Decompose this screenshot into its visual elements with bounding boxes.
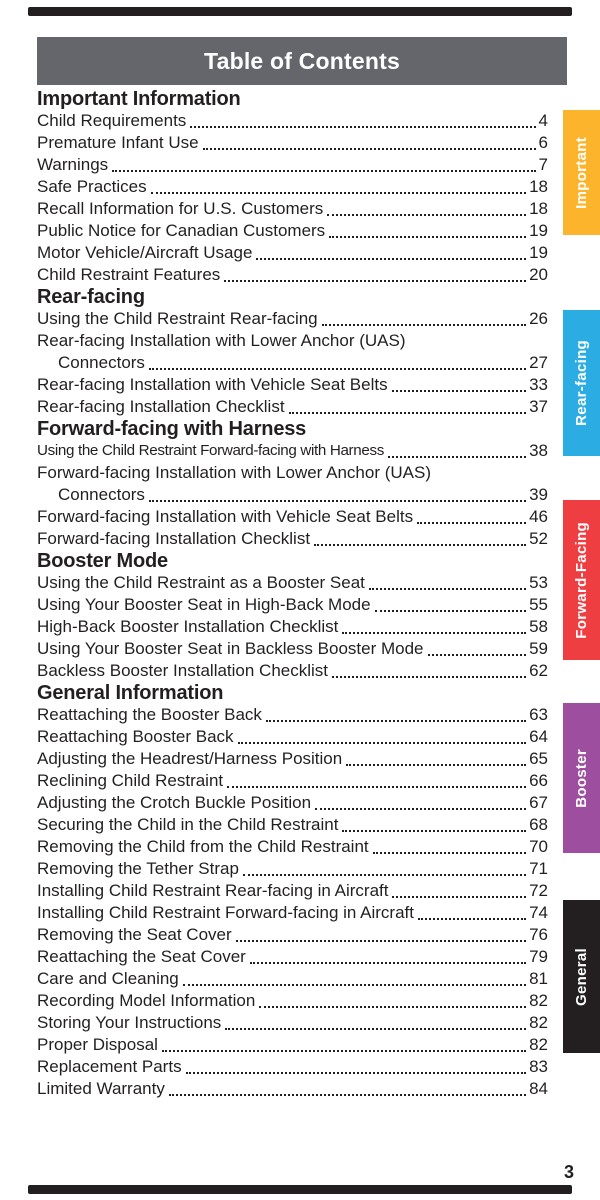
dot-leader (243, 858, 526, 876)
toc-entry-title: Forward-facing Installation with Vehicle Seat Belts (37, 507, 414, 526)
side-tab-label: Important (573, 136, 590, 209)
dot-leader (224, 264, 526, 282)
toc-entry-page-number: 38 (529, 441, 548, 460)
toc-entry-page-number: 37 (529, 397, 548, 416)
dot-leader (315, 792, 526, 810)
toc-entry-title: Forward-facing Installation with Lower Anchor (UAS) (37, 463, 431, 482)
toc-content (37, 88, 548, 1100)
toc-entry-page-number: 82 (529, 991, 548, 1010)
toc-entry-title: Replacement Parts (37, 1057, 182, 1076)
toc-entry (37, 836, 548, 858)
toc-header-banner (37, 37, 567, 85)
dot-leader (369, 572, 526, 590)
dot-leader (392, 374, 527, 392)
section-heading-rear-facing: Rear-facing (37, 286, 145, 308)
page-title: Table of Contents (204, 47, 400, 74)
dot-leader (373, 836, 526, 854)
toc-entry-title: Rear-facing Installation with Lower Anchor (UAS) (37, 331, 406, 350)
toc-entry-title: Connectors (58, 485, 145, 504)
dot-leader (388, 440, 526, 458)
toc-entry-title: Removing the Seat Cover (37, 925, 232, 944)
dot-leader (149, 484, 526, 502)
toc-entry-page-number: 74 (529, 903, 548, 922)
toc-entry-page-number: 58 (529, 617, 548, 636)
toc-entry-page-number: 76 (529, 925, 548, 944)
toc-entry (37, 572, 548, 594)
toc-entry-title: Child Restraint Features (37, 265, 221, 284)
toc-entry (37, 726, 548, 748)
toc-entry-page-number: 63 (529, 705, 548, 724)
toc-entry (37, 660, 548, 682)
dot-leader (322, 308, 526, 326)
toc-entry (37, 440, 548, 462)
toc-entry-title: Safe Practices (37, 177, 147, 196)
toc-entry-title: Removing the Child from the Child Restraint (37, 837, 369, 856)
toc-entry (37, 704, 548, 726)
side-tab-booster (563, 703, 600, 853)
toc-entry-title: Removing the Tether Strap (37, 859, 239, 878)
side-tab-label: Forward-Facing (573, 521, 590, 639)
toc-entry-page-number: 20 (529, 265, 548, 284)
toc-entry-page-number: 72 (529, 881, 548, 900)
toc-entry-title: Using Your Booster Seat in High-Back Mode (37, 595, 371, 614)
dot-leader (417, 506, 526, 524)
toc-entry-page-number: 82 (529, 1035, 548, 1054)
toc-entry-page-number: 65 (529, 749, 548, 768)
section-heading-forward-facing-with-harness: Forward-facing with Harness (37, 418, 307, 440)
side-tab-forward-facing (563, 500, 600, 660)
dot-leader (392, 880, 526, 898)
toc-entry-page-number: 46 (529, 507, 548, 526)
toc-entry-page-number: 82 (529, 1013, 548, 1032)
side-tab-label: Rear-facing (573, 340, 590, 426)
toc-entry (37, 880, 548, 902)
bottom-border-bar (28, 1185, 572, 1194)
dot-leader (151, 176, 526, 194)
toc-entry-title: Storing Your Instructions (37, 1013, 222, 1032)
dot-leader (375, 594, 527, 612)
toc-entry (37, 242, 548, 264)
dot-leader (227, 770, 526, 788)
toc-entry-title: Care and Cleaning (37, 969, 179, 988)
toc-entry-page-number: 79 (529, 947, 548, 966)
toc-entry-title: Forward-facing Installation Checklist (37, 529, 311, 548)
toc-entry (37, 506, 548, 528)
dot-leader (236, 924, 526, 942)
toc-entry-page-number: 33 (529, 375, 548, 394)
toc-entry (37, 924, 548, 946)
dot-leader (169, 1078, 526, 1096)
dot-leader (266, 704, 526, 722)
toc-entry-title: Reattaching the Booster Back (37, 705, 262, 724)
toc-entry-page-number: 64 (529, 727, 548, 746)
toc-entry-page-number: 55 (529, 595, 548, 614)
toc-entry (37, 616, 548, 638)
toc-entry-page-number: 19 (529, 221, 548, 240)
side-tab-general (563, 900, 600, 1053)
dot-leader (250, 946, 526, 964)
toc-entry-page-number: 70 (529, 837, 548, 856)
toc-entry-title: Using the Child Restraint as a Booster Seat (37, 573, 365, 592)
toc-entry-title: Adjusting the Headrest/Harness Position (37, 749, 343, 768)
toc-entry (37, 330, 548, 352)
toc-entry-page-number: 39 (529, 485, 548, 504)
toc-entry (37, 594, 548, 616)
toc-entry (37, 902, 548, 924)
toc-entry-title: Rear-facing Installation Checklist (37, 397, 285, 416)
toc-entry (37, 154, 548, 176)
toc-entry-page-number: 6 (538, 133, 548, 152)
toc-entry-title: Adjusting the Crotch Buckle Position (37, 793, 312, 812)
dot-leader (289, 396, 527, 414)
dot-leader (314, 528, 526, 546)
toc-entry-page-number: 7 (538, 155, 548, 174)
toc-entry-page-number: 59 (529, 639, 548, 658)
toc-entry (37, 308, 548, 330)
dot-leader (342, 616, 526, 634)
toc-entry (37, 1034, 548, 1056)
toc-entry-title: Rear-facing Installation with Vehicle Seat Belts (37, 375, 388, 394)
dot-leader (190, 110, 535, 128)
dot-leader (183, 968, 526, 986)
dot-leader (149, 352, 526, 370)
dot-leader (186, 1056, 527, 1074)
toc-entry-page-number: 4 (538, 111, 548, 130)
toc-entry-page-number: 27 (529, 353, 548, 372)
dot-leader (346, 748, 526, 766)
toc-entry (37, 990, 548, 1012)
toc-entry-title: Connectors (58, 353, 145, 372)
side-tab-label: Booster (573, 748, 590, 808)
toc-entry-page-number: 83 (529, 1057, 548, 1076)
dot-leader (162, 1034, 526, 1052)
toc-entry-title: Limited Warranty (37, 1079, 165, 1098)
toc-entry-page-number: 18 (529, 199, 548, 218)
toc-entry-title: Child Requirements (37, 111, 187, 130)
toc-entry (37, 528, 548, 550)
toc-entry (37, 374, 548, 396)
toc-entry-title: Proper Disposal (37, 1035, 158, 1054)
toc-entry-page-number: 84 (529, 1079, 548, 1098)
toc-entry (37, 176, 548, 198)
dot-leader (225, 1012, 526, 1030)
toc-entry-title: Installing Child Restraint Forward-facing in Aircraft (37, 903, 414, 922)
toc-entry-title: Installing Child Restraint Rear-facing in Aircraft (37, 881, 389, 900)
toc-entry-title: Using Your Booster Seat in Backless Booster Mode (37, 639, 424, 658)
toc-entry (37, 748, 548, 770)
toc-entry-page-number: 26 (529, 309, 548, 328)
dot-leader (418, 902, 526, 920)
dot-leader (342, 814, 526, 832)
toc-entry (37, 264, 548, 286)
toc-entry (37, 968, 548, 990)
toc-entry (37, 396, 548, 418)
toc-entry (37, 110, 548, 132)
toc-entry (37, 1012, 548, 1034)
dot-leader (203, 132, 536, 150)
toc-entry-title: Using the Child Restraint Forward-facing with Harness (37, 442, 384, 459)
dot-leader (329, 220, 526, 238)
dot-leader (332, 660, 526, 678)
dot-leader (238, 726, 527, 744)
toc-entry-page-number: 67 (529, 793, 548, 812)
toc-entry-page-number: 18 (529, 177, 548, 196)
toc-entry (37, 638, 548, 660)
toc-entry-title: Using the Child Restraint Rear-facing (37, 309, 318, 328)
toc-entry-title: High-Back Booster Installation Checklist (37, 617, 339, 636)
toc-entry (37, 1056, 548, 1078)
toc-entry (37, 858, 548, 880)
section-heading-booster-mode: Booster Mode (37, 550, 168, 572)
dot-leader (259, 990, 526, 1008)
toc-entry-title: Reattaching Booster Back (37, 727, 234, 746)
toc-entry-title: Recording Model Information (37, 991, 256, 1010)
toc-entry (37, 770, 548, 792)
toc-entry-page-number: 68 (529, 815, 548, 834)
toc-entry-title: Recall Information for U.S. Customers (37, 199, 324, 218)
toc-entry-title: Backless Booster Installation Checklist (37, 661, 329, 680)
side-tab-rear-facing (563, 310, 600, 456)
toc-entry-title: Reattaching the Seat Cover (37, 947, 246, 966)
toc-entry (37, 462, 548, 484)
toc-entry-page-number: 71 (529, 859, 548, 878)
toc-entry (37, 814, 548, 836)
toc-entry (37, 484, 548, 506)
toc-entry-title: Motor Vehicle/Aircraft Usage (37, 243, 253, 262)
toc-entry-title: Warnings (37, 155, 109, 174)
page-number: 3 (563, 1162, 574, 1182)
toc-entry-title: Premature Infant Use (37, 133, 199, 152)
toc-entry (37, 946, 548, 968)
toc-entry-page-number: 81 (529, 969, 548, 988)
toc-entry (37, 792, 548, 814)
dot-leader (256, 242, 526, 260)
toc-entry (37, 352, 548, 374)
toc-entry-page-number: 52 (529, 529, 548, 548)
dot-leader (112, 154, 535, 172)
side-tab-label: General (573, 947, 590, 1006)
top-border-bar (28, 7, 572, 16)
toc-entry (37, 132, 548, 154)
toc-entry-page-number: 53 (529, 573, 548, 592)
dot-leader (428, 638, 527, 656)
toc-entry (37, 220, 548, 242)
toc-entry-page-number: 66 (529, 771, 548, 790)
toc-entry-page-number: 19 (529, 243, 548, 262)
toc-entry (37, 1078, 548, 1100)
section-heading-important-information: Important Information (37, 88, 241, 110)
toc-entry-title: Reclining Child Restraint (37, 771, 224, 790)
toc-entry-page-number: 62 (529, 661, 548, 680)
toc-entry-title: Securing the Child in the Child Restraint (37, 815, 339, 834)
toc-entry (37, 198, 548, 220)
dot-leader (327, 198, 526, 216)
section-heading-general-information: General Information (37, 682, 224, 704)
toc-entry-title: Public Notice for Canadian Customers (37, 221, 326, 240)
side-tab-important (563, 110, 600, 235)
